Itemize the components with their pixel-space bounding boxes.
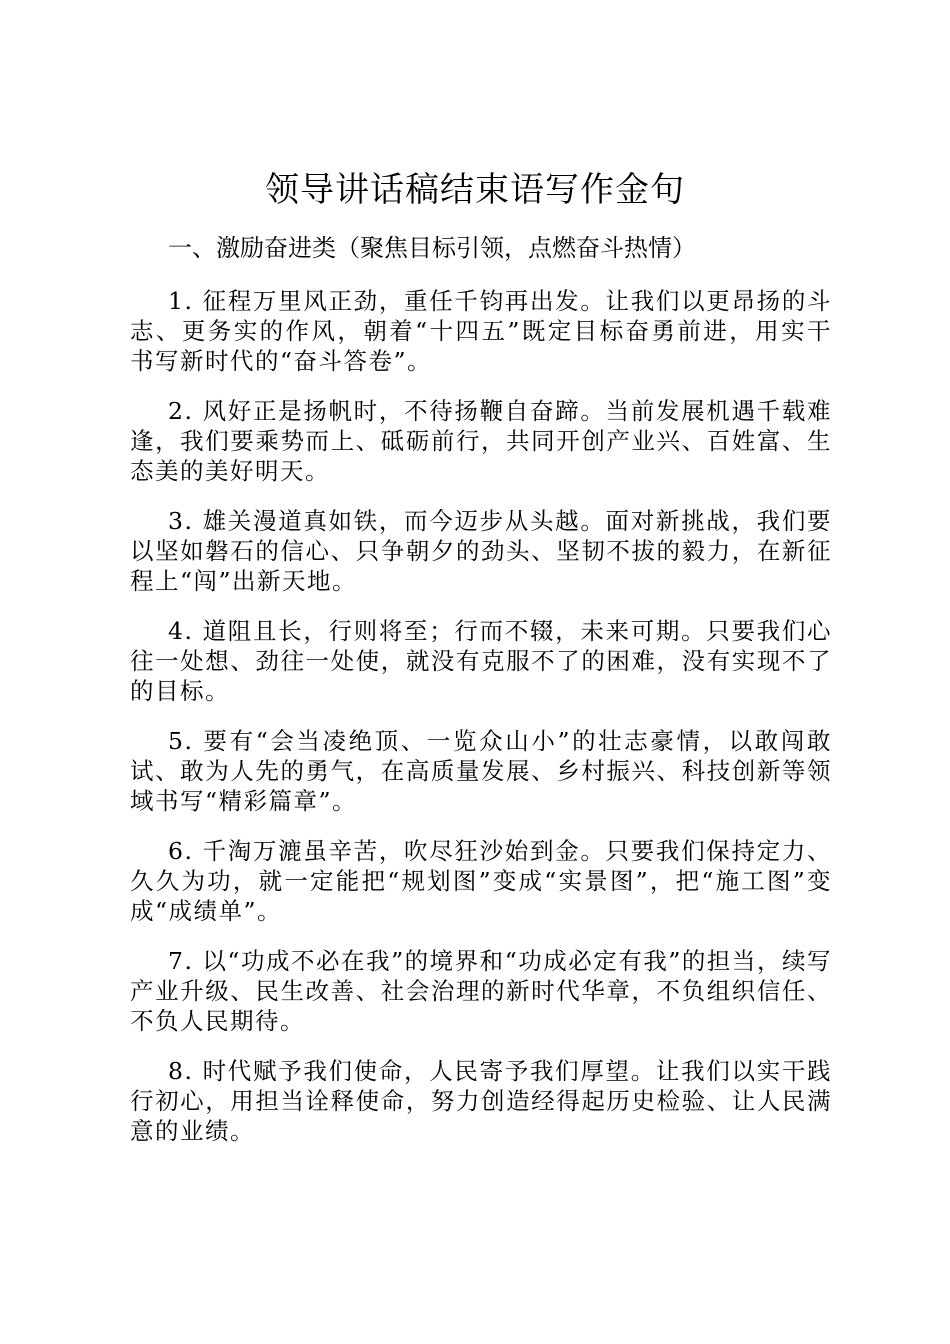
quote-item: 8. 时代赋予我们使命，人民寄予我们厚望。让我们以实干践行初心，用担当诠释使命，努力创造经得起历史检验、让人民满意的业绩。	[130, 1057, 832, 1145]
quote-item: 7. 以“功成不必在我”的境界和“功成必定有我”的担当，续写产业升级、民生改善、社会治理的新时代华章，不负组织信任、不负人民期待。	[130, 947, 832, 1035]
quote-list	[130, 286, 832, 1166]
quote-item: 6. 千淘万漉虽辛苦，吹尽狂沙始到金。只要我们保持定力、久久为功，就一定能把“规划图”变成“实景图”，把“施工图”变成“成绩单”。	[130, 837, 832, 925]
document-title: 领导讲话稿结束语写作金句	[265, 170, 685, 210]
quote-item: 2. 风好正是扬帆时，不待扬鞭自奋蹄。当前发展机遇千载难逢，我们要乘势而上、砥砺前行，共同开创产业兴、百姓富、生态美的美好明天。	[130, 397, 832, 485]
quote-item: 1. 征程万里风正劲，重任千钧再出发。让我们以更昂扬的斗志、更务实的作风，朝着“十四五”既定目标奋勇前进，用实干书写新时代的“奋斗答卷”。	[130, 287, 832, 375]
quote-item: 3. 雄关漫道真如铁，而今迈步从头越。面对新挑战，我们要以坚如磐石的信心、只争朝夕的劲头、坚韧不拔的毅力，在新征程上“闯”出新天地。	[130, 507, 832, 595]
quote-item: 4. 道阻且长，行则将至；行而不辍，未来可期。只要我们心往一处想、劲往一处使，就没有克服不了的困难，没有实现不了的目标。	[130, 617, 832, 705]
section-heading: 一、激励奋进类（聚焦目标引领，点燃奋斗热情）	[168, 234, 696, 262]
quote-item: 5. 要有“会当凌绝顶、一览众山小”的壮志豪情，以敢闯敢试、敢为人先的勇气，在高质量发展、乡村振兴、科技创新等领域书写“精彩篇章”。	[130, 727, 832, 815]
